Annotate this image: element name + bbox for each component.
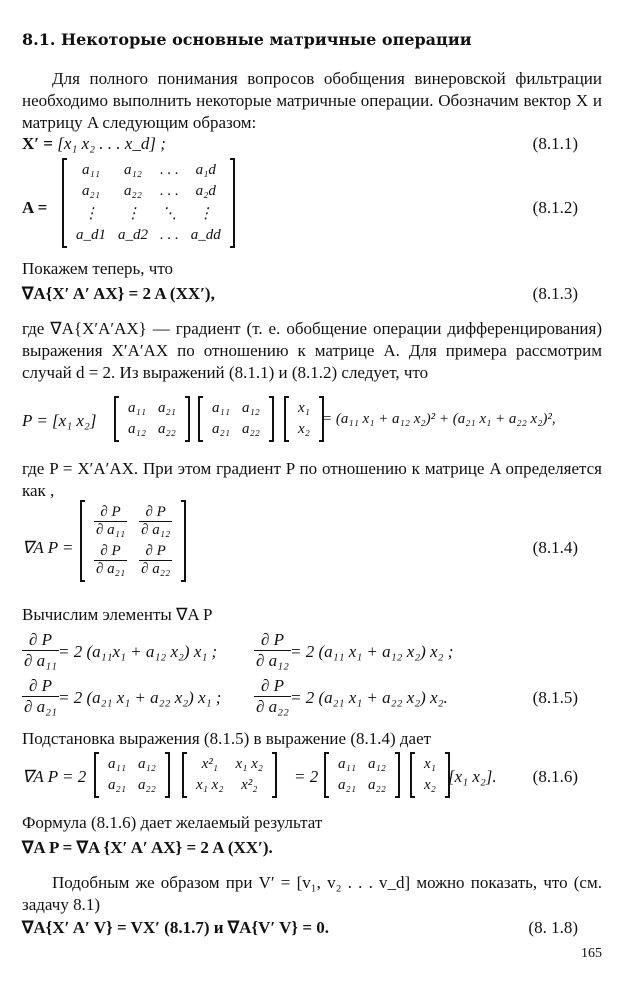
- eqP-vector: [284, 396, 324, 442]
- paragraph-gradient: где ∇A{X′A′AX} — градиент (т. е. обобщение операции дифференцирования) выражения X′A′AX по отношению к матрице A. Для примера рассмотрим случай d = 2. Из выражений (8.1.1) и (8.1.2) следует, что: [22, 319, 602, 382]
- eq817-text: ∇A{X′ A′ V} = VX′ (8.1.7) и ∇A{V′ V} = 0.: [22, 918, 330, 937]
- eqP-m1-cell-0-0: a₁₁: [128, 400, 146, 416]
- eq812-lhs: A =: [22, 198, 48, 217]
- eq814-number: (8.1.4): [532, 538, 578, 557]
- equation-result: [22, 838, 602, 858]
- equation-8-1-1: [22, 134, 602, 154]
- eq816-lhs: ∇A P = 2: [22, 767, 87, 786]
- frac-dp-da21-b: $\frac{\partial P}{\text{∂ a₂₁}}$: [24, 676, 57, 716]
- matrix-a-cell-2-1: ⋮: [125, 206, 141, 222]
- eqP-m1-cell-1-1: a₂₂: [157, 421, 176, 437]
- eq815a-right: = 2 (a₁₁ x₁ + a₁₂ x₂) x₂ ;: [290, 642, 454, 661]
- eq815b-left: = 2 (a₂₁ x₁ + a₂₂ x₂) x₁ ;: [58, 688, 222, 707]
- matrix-a: [62, 158, 235, 248]
- eqP-matrix-1: [114, 396, 190, 442]
- eq816-m3-cell-0-0: a₁₁: [338, 756, 356, 772]
- eq816-m3-cell-1-0: a₂₁: [338, 777, 356, 793]
- eq815a-left: = 2 (a₁₁x₁ + a₁₂ x₂) x₁ ;: [58, 642, 218, 661]
- paragraph-similar: Подобным же образом при V′ = [v₁, v₂ . . . v_d] можно показать, что (см. задачу 8.1): [22, 873, 602, 914]
- eqP-m2-cell-1-0: a₂₁: [212, 421, 230, 437]
- eq815-number: (8.1.5): [532, 688, 578, 707]
- matrix-a-cell-0-1: a₁₂: [124, 162, 142, 178]
- eqP-rhs: = (a₁₁ x₁ + a₁₂ x₂)² + (a₂₁ x₁ + a₂₂ x₂)²,: [322, 411, 556, 427]
- matrix-a-cell-2-3: ⋮: [198, 206, 214, 222]
- eq816-m1-cell-1-0: a₂₁: [108, 777, 126, 793]
- eqP-m2-cell-0-0: a₁₁: [212, 400, 230, 416]
- line-formula: Формула (8.1.6) дает желаемый результат: [22, 813, 323, 832]
- eqP-v-cell-0-0: x₁: [298, 400, 310, 416]
- eq816-m1-cell-0-0: a₁₁: [108, 756, 126, 772]
- frac-dp-da11-b: $\frac{\partial P}{\text{∂ a₁₁}}$: [24, 630, 57, 670]
- page-number: 165: [581, 946, 602, 961]
- eqP-lhs: P = [x₁ x₂]: [22, 411, 97, 430]
- frac-dp-da12: $\frac{\partial P}{\text{∂ a₁₂}}$: [141, 504, 171, 538]
- eq816-v-cell-1-0: x₂: [424, 777, 436, 793]
- eq814-lhs: ∇A P =: [22, 538, 74, 557]
- equation-8-1-2: [22, 158, 602, 258]
- matrix-a-cell-0-3: a₁d: [195, 162, 216, 178]
- eq816-m2-cell-0-0: x²₁: [201, 756, 218, 772]
- eq816-m3-cell-0-1: a₁₂: [367, 756, 386, 772]
- eqP-m2-cell-0-1: a₁₂: [241, 400, 260, 416]
- eqP-m1-cell-0-1: a₂₁: [157, 400, 176, 416]
- eq811-number: (8.1.1): [532, 134, 578, 153]
- eq816-number: (8.1.6): [532, 767, 578, 786]
- eq816-v-cell-0-0: x₁: [424, 756, 436, 772]
- eq811-lhs: X′ =: [22, 134, 58, 153]
- matrix-a-cell-3-3: a_dd: [190, 227, 221, 243]
- frac-dp-da22-b: $\frac{\partial P}{\text{∂ a₂₂}}$: [256, 676, 289, 716]
- eq816-m1-cell-1-1: a₂₂: [137, 777, 156, 793]
- frac-dp-da21: $\frac{\partial P}{\text{∂ a₂₁}}$: [96, 543, 126, 577]
- eq811-rhs: [x₁ x₂ . . . x_d] ;: [57, 134, 166, 153]
- frac-dp-da22: $\frac{\partial P}{\text{∂ a₂₂}}$: [141, 543, 171, 577]
- eq816-mid: = 2: [294, 767, 319, 786]
- line-compute: Вычислим элементы ∇A P: [22, 605, 213, 624]
- equation-P: [22, 396, 602, 450]
- line-show: Покажем теперь, что: [22, 259, 174, 278]
- eqP-m2-cell-1-1: a₂₂: [241, 421, 260, 437]
- matrix-a-cell-1-3: a₂d: [195, 183, 216, 199]
- section-number: 8.1.: [22, 30, 56, 49]
- matrix-a-cell-0-0: a₁₁: [82, 162, 100, 178]
- eq817-number: (8. 1.8): [528, 918, 578, 937]
- eq812-number: (8.1.2): [532, 198, 578, 217]
- eqP-v-cell-1-0: x₂: [298, 421, 310, 437]
- equation-8-1-5b: [22, 676, 602, 720]
- matrix-a-cell-2-0: ⋮: [83, 206, 99, 222]
- equation-8-1-4: [22, 500, 602, 600]
- paragraph-intro: Для полного понимания вопросов обобщения винеровской фильтрации необходимо выполнить некоторые матричные операции. Обозначим вектор X и матрицу A следующим образом:: [22, 69, 602, 132]
- matrix-a-cell-3-0: a_d1: [76, 227, 106, 243]
- matrix-a-cell-0-2: . . .: [160, 162, 179, 178]
- equation-8-1-6: [22, 752, 602, 806]
- eq816-m2-cell-1-1: x²₂: [241, 777, 258, 793]
- eq816-tail: [x₁ x₂].: [448, 767, 497, 786]
- eq815b-right: = 2 (a₂₁ x₁ + a₂₂ x₂) x₂.: [290, 688, 448, 707]
- section-title: Некоторые основные матричные операции: [60, 30, 472, 49]
- matrix-a-cell-1-1: a₂₂: [124, 183, 142, 199]
- gradient-matrix: [80, 500, 186, 582]
- matrix-a-cell-2-2: ⋱: [161, 206, 177, 222]
- eq816-vector: [410, 752, 450, 798]
- eq816-m2-cell-1-0: x₁ x₂: [196, 777, 224, 793]
- matrix-a-cell-3-2: . . .: [160, 227, 179, 243]
- equation-8-1-7: [22, 918, 602, 938]
- frac-dp-da11: $\frac{\partial P}{\text{∂ a₁₁}}$: [96, 504, 126, 538]
- eq-result-text: ∇A P = ∇A {X′ A′ AX} = 2 A (XX′).: [22, 838, 273, 857]
- eq816-m2-cell-0-1: x₁ x₂: [235, 756, 263, 772]
- eq816-m3-cell-1-1: a₂₂: [367, 777, 386, 793]
- matrix-a-cell-1-0: a₂₁: [82, 183, 100, 199]
- matrix-a-cell-3-1: a_d2: [118, 227, 148, 243]
- eqP-matrix-2: [198, 396, 274, 442]
- equation-8-1-5a: [22, 630, 602, 674]
- eq816-matrix-x: [182, 752, 277, 798]
- equation-8-1-3: [22, 284, 602, 304]
- eqP-m1-cell-1-0: a₁₂: [128, 421, 146, 437]
- section-heading: [22, 30, 602, 49]
- paragraph-gradient-def: где P = X′A′AX. При этом градиент P по отношению к матрице A определяется как ,: [22, 459, 602, 500]
- matrix-a-cell-1-2: . . .: [160, 183, 179, 199]
- eq813-text: ∇A{X′ A′ AX} = 2 A (XX′),: [22, 284, 215, 303]
- eq816-m1-cell-0-1: a₁₂: [137, 756, 156, 772]
- eq816-matrix-a2: [324, 752, 400, 798]
- eq813-number: (8.1.3): [532, 284, 578, 303]
- line-substitution: Подстановка выражения (8.1.5) в выражение (8.1.4) дает: [22, 729, 432, 748]
- frac-dp-da12-b: $\frac{\partial P}{\text{∂ a₁₂}}$: [256, 630, 289, 670]
- eq816-matrix-a: [94, 752, 170, 798]
